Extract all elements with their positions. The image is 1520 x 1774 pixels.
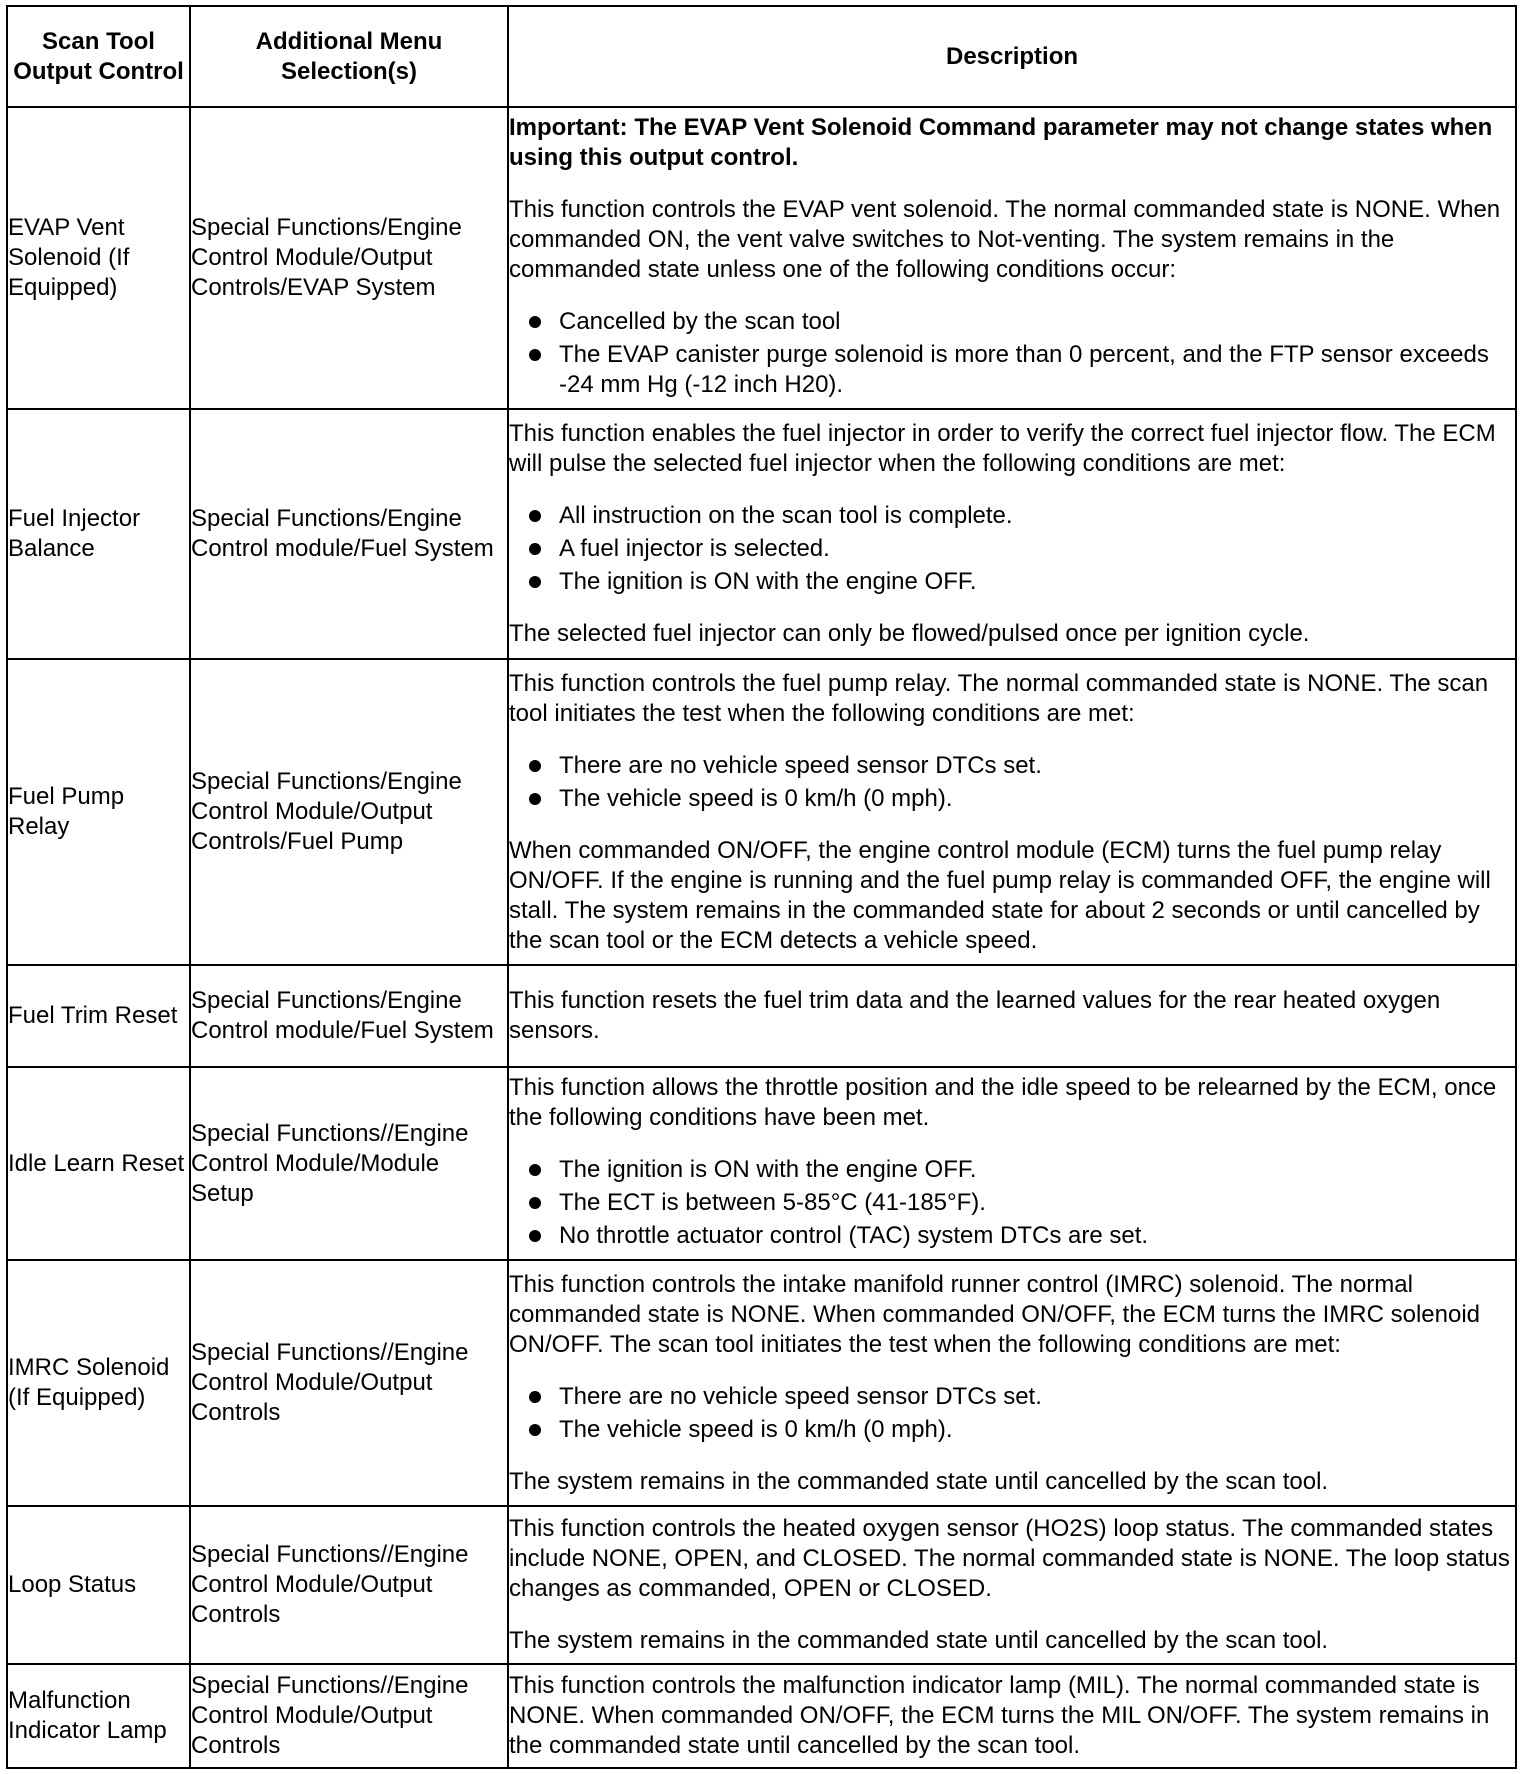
menu-selection: Special Functions//Engine Control Module/Output Controls bbox=[190, 1664, 508, 1768]
menu-selection: Special Functions/Engine Control module/Fuel System bbox=[190, 965, 508, 1067]
table-row bbox=[7, 1260, 1516, 1506]
condition-list bbox=[509, 307, 1515, 400]
list-item: Cancelled by the scan tool bbox=[529, 307, 1515, 337]
description bbox=[508, 409, 1516, 659]
list-item: No throttle actuator control (TAC) system DTCs are set. bbox=[529, 1221, 1515, 1251]
bullet-icon bbox=[529, 793, 541, 805]
menu-selection: Special Functions/Engine Control Module/Output Controls/EVAP System bbox=[190, 107, 508, 409]
list-item: The ECT is between 5-85°C (41-185°F). bbox=[529, 1188, 1515, 1218]
bullet-icon bbox=[529, 349, 541, 361]
bullet-icon bbox=[529, 1230, 541, 1242]
description bbox=[508, 965, 1516, 1067]
menu-selection: Special Functions//Engine Control Module/Output Controls bbox=[190, 1506, 508, 1664]
description-intro: This function controls the intake manifold runner control (IMRC) solenoid. The normal commanded state is NONE. When commanded ON/OFF, the ECM turns the IMRC solenoid ON/OFF. The scan tool initiates the test when the following conditions are met: bbox=[509, 1270, 1481, 1358]
condition-list bbox=[509, 1155, 1515, 1251]
description bbox=[508, 1067, 1516, 1260]
description-intro: This function resets the fuel trim data and the learned values for the rear heated oxygen sensors. bbox=[509, 987, 1441, 1044]
control-name: Idle Learn Reset bbox=[7, 1067, 190, 1260]
description-outro: When commanded ON/OFF, the engine control module (ECM) turns the fuel pump relay ON/OFF. If the engine is running and the fuel pump relay is commanded OFF, the engine will stall. The system remains in the commanded state for about 2 seconds or until cancelled by the scan tool or the ECM detects a vehicle speed. bbox=[509, 836, 1491, 954]
table-row bbox=[7, 965, 1516, 1067]
list-item: There are no vehicle speed sensor DTCs set. bbox=[529, 1382, 1515, 1412]
list-item: The vehicle speed is 0 km/h (0 mph). bbox=[529, 1415, 1515, 1445]
description bbox=[508, 1260, 1516, 1506]
menu-selection: Special Functions//Engine Control Module/Module Setup bbox=[190, 1067, 508, 1260]
control-name: Fuel Trim Reset bbox=[7, 965, 190, 1067]
description-intro: This function controls the heated oxygen sensor (HO2S) loop status. The commanded states include NONE, OPEN, and CLOSED. The normal commanded state is NONE. The loop status changes as commanded, OPEN or CLOSED. bbox=[509, 1515, 1510, 1602]
description bbox=[508, 1664, 1516, 1768]
menu-selection: Special Functions/Engine Control Module/Output Controls/Fuel Pump bbox=[190, 659, 508, 965]
control-name: Loop Status bbox=[7, 1506, 190, 1664]
header-description: Description bbox=[508, 6, 1516, 107]
bullet-icon bbox=[529, 316, 541, 328]
description-outro: The system remains in the commanded state until cancelled by the scan tool. bbox=[509, 1467, 1329, 1495]
bullet-icon bbox=[529, 1424, 541, 1436]
description-intro: This function enables the fuel injector in order to verify the correct fuel injector flow. The ECM will pulse the selected fuel injector when the following conditions are met: bbox=[509, 420, 1496, 477]
description-intro: This function controls the EVAP vent solenoid. The normal commanded state is NONE. When commanded ON, the vent valve switches to Not-venting. The system remains in the commanded state unless one of the following conditions occur: bbox=[509, 196, 1501, 283]
description bbox=[508, 659, 1516, 965]
menu-selection: Special Functions/Engine Control module/Fuel System bbox=[190, 409, 508, 659]
bullet-icon bbox=[529, 1164, 541, 1176]
table-row bbox=[7, 1067, 1516, 1260]
description-outro: The system remains in the commanded state until cancelled by the scan tool. bbox=[509, 1627, 1329, 1654]
table-row bbox=[7, 107, 1516, 409]
bullet-icon bbox=[529, 510, 541, 522]
condition-list bbox=[509, 1382, 1515, 1445]
description-intro: This function controls the malfunction indicator lamp (MIL). The normal commanded state is NONE. When commanded ON/OFF, the ECM turns the MIL ON/OFF. The system remains in the commanded state until cancelled by the scan tool. bbox=[509, 1672, 1490, 1759]
description-outro: The selected fuel injector can only be flowed/pulsed once per ignition cycle. bbox=[509, 620, 1310, 647]
list-item: The EVAP canister purge solenoid is more than 0 percent, and the FTP sensor exceeds -24 mm Hg (-12 inch H20). bbox=[529, 340, 1515, 400]
condition-list bbox=[509, 501, 1515, 597]
bullet-icon bbox=[529, 576, 541, 588]
bullet-icon bbox=[529, 1197, 541, 1209]
header-output-control: Scan Tool Output Control bbox=[7, 6, 190, 107]
bullet-icon bbox=[529, 1391, 541, 1403]
list-item: The ignition is ON with the engine OFF. bbox=[529, 567, 1515, 597]
table-row bbox=[7, 409, 1516, 659]
important-note: Important: The EVAP Vent Solenoid Command parameter may not change states when using this output control. bbox=[509, 114, 1493, 171]
list-item: A fuel injector is selected. bbox=[529, 534, 1515, 564]
description-intro: This function allows the throttle position and the idle speed to be relearned by the ECM, once the following conditions have been met. bbox=[509, 1074, 1497, 1131]
control-name: Fuel Pump Relay bbox=[7, 659, 190, 965]
header-menu-selection: Additional Menu Selection(s) bbox=[190, 6, 508, 107]
list-item: All instruction on the scan tool is complete. bbox=[529, 501, 1515, 531]
table-row bbox=[7, 1664, 1516, 1768]
list-item: The ignition is ON with the engine OFF. bbox=[529, 1155, 1515, 1185]
table-row bbox=[7, 1506, 1516, 1664]
list-item: There are no vehicle speed sensor DTCs set. bbox=[529, 751, 1515, 781]
description bbox=[508, 1506, 1516, 1664]
table-row bbox=[7, 659, 1516, 965]
control-name: EVAP Vent Solenoid (If Equipped) bbox=[7, 107, 190, 409]
control-name: IMRC Solenoid (If Equipped) bbox=[7, 1260, 190, 1506]
list-item: The vehicle speed is 0 km/h (0 mph). bbox=[529, 784, 1515, 814]
control-name: Malfunction Indicator Lamp bbox=[7, 1664, 190, 1768]
bullet-icon bbox=[529, 760, 541, 772]
output-control-table bbox=[6, 5, 1517, 1769]
control-name: Fuel Injector Balance bbox=[7, 409, 190, 659]
menu-selection: Special Functions//Engine Control Module/Output Controls bbox=[190, 1260, 508, 1506]
description bbox=[508, 107, 1516, 409]
header-row bbox=[7, 6, 1516, 107]
condition-list bbox=[509, 751, 1515, 814]
description-intro: This function controls the fuel pump relay. The normal commanded state is NONE. The scan tool initiates the test when the following conditions are met: bbox=[509, 669, 1489, 727]
bullet-icon bbox=[529, 543, 541, 555]
